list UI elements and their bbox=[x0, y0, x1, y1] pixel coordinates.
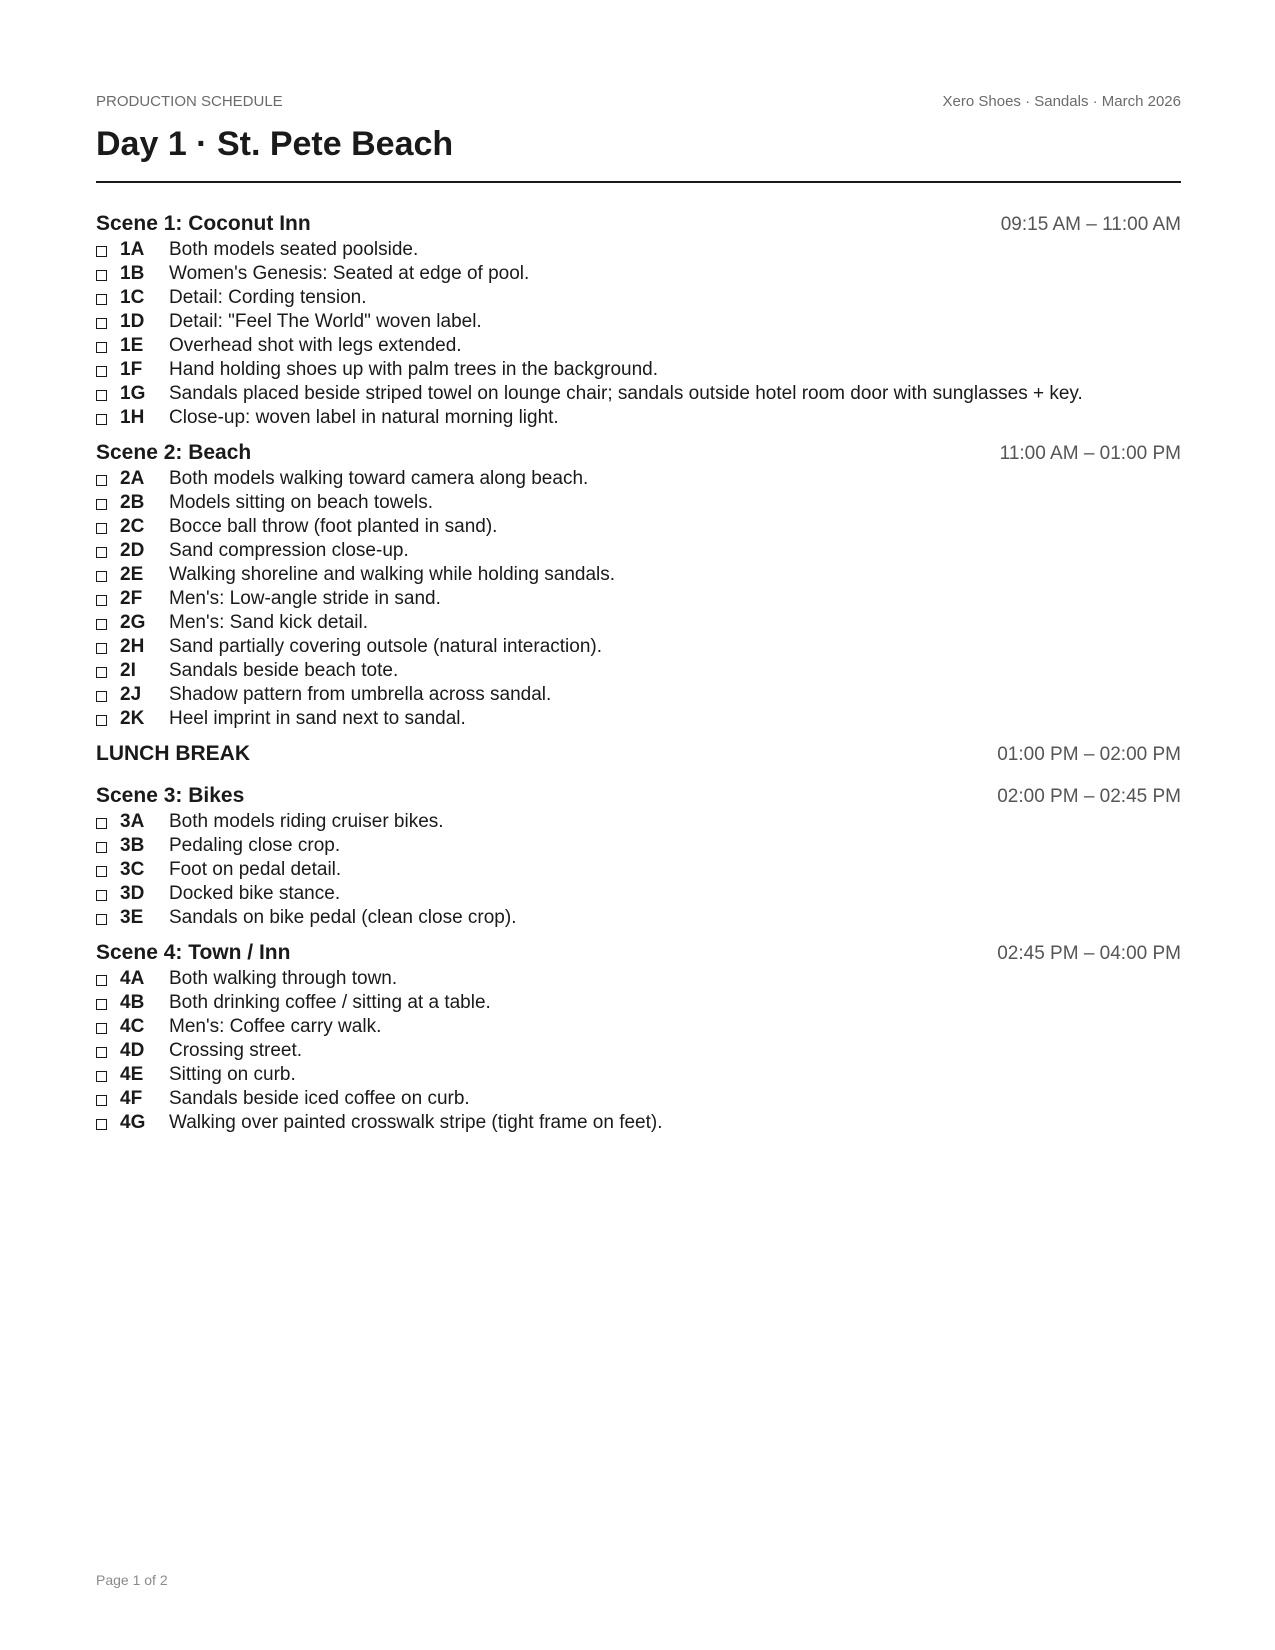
scene-1 bbox=[96, 210, 1181, 430]
shot-item bbox=[96, 238, 1181, 262]
shot-id: 4C bbox=[120, 1016, 145, 1037]
shot-item bbox=[96, 1015, 1181, 1039]
shot-id: 3B bbox=[120, 835, 145, 856]
shot-item bbox=[96, 635, 1181, 659]
shot-checkbox[interactable] bbox=[96, 523, 107, 534]
scene-time: 11:00 AM – 01:00 PM bbox=[999, 443, 1181, 464]
shot-checkbox[interactable] bbox=[96, 366, 107, 377]
shot-id: 4B bbox=[120, 992, 145, 1013]
shot-id: 2J bbox=[120, 684, 142, 705]
shot-description: Bocce ball throw (foot planted in sand). bbox=[169, 516, 498, 537]
break-title: LUNCH BREAK bbox=[96, 742, 250, 765]
shot-description: Sitting on curb. bbox=[169, 1064, 296, 1085]
document-label: PRODUCTION SCHEDULE bbox=[96, 93, 283, 110]
shot-item bbox=[96, 683, 1181, 707]
shot-id: 2H bbox=[120, 636, 145, 657]
shot-description: Walking over painted crosswalk stripe (tight frame on feet). bbox=[169, 1112, 663, 1133]
shot-checkbox[interactable] bbox=[96, 499, 107, 510]
shot-checkbox[interactable] bbox=[96, 691, 107, 702]
shot-checkbox[interactable] bbox=[96, 914, 107, 925]
shot-item bbox=[96, 1111, 1181, 1135]
shot-description: Sandals beside iced coffee on curb. bbox=[169, 1088, 470, 1109]
shot-item bbox=[96, 539, 1181, 563]
shot-id: 1B bbox=[120, 263, 145, 284]
shot-id: 4G bbox=[120, 1112, 146, 1133]
scene-3 bbox=[96, 782, 1181, 930]
shot-description: Both models walking toward camera along beach. bbox=[169, 468, 589, 489]
shot-id: 1E bbox=[120, 335, 144, 356]
shot-item bbox=[96, 991, 1181, 1015]
shot-id: 4D bbox=[120, 1040, 145, 1061]
page-number: Page 1 of 2 bbox=[96, 1572, 168, 1588]
scene-time: 09:15 AM – 11:00 AM bbox=[1000, 214, 1181, 235]
shot-id: 2F bbox=[120, 588, 143, 609]
shot-checkbox[interactable] bbox=[96, 1071, 107, 1082]
scene-title: Scene 2: Beach bbox=[96, 441, 252, 464]
shot-description: Shadow pattern from umbrella across sandal. bbox=[169, 684, 552, 705]
shot-description: Pedaling close crop. bbox=[169, 835, 341, 856]
shot-description: Both walking through town. bbox=[169, 968, 398, 989]
shot-description: Sandals beside beach tote. bbox=[169, 660, 399, 681]
shot-checkbox[interactable] bbox=[96, 1119, 107, 1130]
shot-description: Docked bike stance. bbox=[169, 883, 341, 904]
shot-checkbox[interactable] bbox=[96, 270, 107, 281]
shot-id: 2C bbox=[120, 516, 145, 537]
shot-description: Men's: Low-angle stride in sand. bbox=[169, 588, 441, 609]
shot-checkbox[interactable] bbox=[96, 246, 107, 257]
shot-id: 1F bbox=[120, 359, 143, 380]
shot-item bbox=[96, 882, 1181, 906]
shot-item bbox=[96, 334, 1181, 358]
shot-description: Both models seated poolside. bbox=[169, 239, 419, 260]
shot-item bbox=[96, 587, 1181, 611]
page-header bbox=[96, 93, 1181, 110]
shot-item bbox=[96, 382, 1181, 406]
shot-id: 1D bbox=[120, 311, 145, 332]
shot-checkbox[interactable] bbox=[96, 818, 107, 829]
shot-checkbox[interactable] bbox=[96, 414, 107, 425]
shot-id: 4E bbox=[120, 1064, 144, 1085]
shot-description: Men's: Coffee carry walk. bbox=[169, 1016, 382, 1037]
shot-description: Foot on pedal detail. bbox=[169, 859, 342, 880]
title-divider bbox=[96, 181, 1181, 183]
shot-id: 2E bbox=[120, 564, 144, 585]
shot-description: Models sitting on beach towels. bbox=[169, 492, 434, 513]
shot-item bbox=[96, 491, 1181, 515]
shot-checkbox[interactable] bbox=[96, 667, 107, 678]
shot-id: 1G bbox=[120, 383, 146, 404]
shot-id: 3D bbox=[120, 883, 145, 904]
shot-id: 2B bbox=[120, 492, 145, 513]
shot-id: 2I bbox=[120, 660, 136, 681]
shot-description: Detail: Cording tension. bbox=[169, 287, 367, 308]
shot-checkbox[interactable] bbox=[96, 294, 107, 305]
scene-header bbox=[96, 439, 1181, 467]
shot-item bbox=[96, 967, 1181, 991]
break-time: 01:00 PM – 02:00 PM bbox=[997, 744, 1181, 765]
shot-id: 1H bbox=[120, 407, 145, 428]
page-title: Day 1 · St. Pete Beach bbox=[96, 125, 454, 163]
shot-item bbox=[96, 834, 1181, 858]
scene-title: Scene 4: Town / Inn bbox=[96, 941, 291, 964]
shot-id: 4F bbox=[120, 1088, 143, 1109]
scene-time: 02:45 PM – 04:00 PM bbox=[997, 943, 1181, 964]
shot-checkbox[interactable] bbox=[96, 643, 107, 654]
shot-item bbox=[96, 286, 1181, 310]
scene-2 bbox=[96, 439, 1181, 731]
shot-checkbox[interactable] bbox=[96, 547, 107, 558]
shot-description: Both models riding cruiser bikes. bbox=[169, 811, 444, 832]
shot-checkbox[interactable] bbox=[96, 1023, 107, 1034]
shot-id: 2G bbox=[120, 612, 146, 633]
shot-checkbox[interactable] bbox=[96, 842, 107, 853]
shot-item bbox=[96, 467, 1181, 491]
schedule-content bbox=[96, 210, 1181, 1144]
shot-checkbox[interactable] bbox=[96, 890, 107, 901]
scene-time: 02:00 PM – 02:45 PM bbox=[997, 786, 1181, 807]
shot-checkbox[interactable] bbox=[96, 975, 107, 986]
shot-description: Both drinking coffee / sitting at a table. bbox=[169, 992, 491, 1013]
shot-item bbox=[96, 906, 1181, 930]
shot-checkbox[interactable] bbox=[96, 1095, 107, 1106]
shot-id: 2A bbox=[120, 468, 145, 489]
shot-id: 2K bbox=[120, 708, 145, 729]
document-meta: Xero Shoes · Sandals · March 2026 bbox=[942, 93, 1181, 110]
shot-id: 1C bbox=[120, 287, 145, 308]
shot-item bbox=[96, 406, 1181, 430]
shot-item bbox=[96, 810, 1181, 834]
shot-description: Hand holding shoes up with palm trees in the background. bbox=[169, 359, 659, 380]
shot-item bbox=[96, 310, 1181, 334]
scene-title: Scene 1: Coconut Inn bbox=[96, 212, 311, 235]
lunch-break bbox=[96, 740, 1181, 768]
shot-item bbox=[96, 707, 1181, 731]
shot-description: Sandals on bike pedal (clean close crop). bbox=[169, 907, 517, 928]
shot-checkbox[interactable] bbox=[96, 571, 107, 582]
scene-4 bbox=[96, 939, 1181, 1135]
shot-id: 3A bbox=[120, 811, 145, 832]
shot-description: Sandals placed beside striped towel on lounge chair; sandals outside hotel room door with sunglasses + key. bbox=[169, 383, 1083, 404]
shot-checkbox[interactable] bbox=[96, 1047, 107, 1058]
scene-title: Scene 3: Bikes bbox=[96, 784, 245, 807]
scene-header bbox=[96, 210, 1181, 238]
shot-id: 4A bbox=[120, 968, 145, 989]
shot-item bbox=[96, 358, 1181, 382]
shot-checkbox[interactable] bbox=[96, 390, 107, 401]
shot-item bbox=[96, 611, 1181, 635]
shot-item bbox=[96, 1063, 1181, 1087]
shot-checkbox[interactable] bbox=[96, 342, 107, 353]
shot-id: 3C bbox=[120, 859, 145, 880]
shot-description: Heel imprint in sand next to sandal. bbox=[169, 708, 466, 729]
shot-checkbox[interactable] bbox=[96, 999, 107, 1010]
shot-item bbox=[96, 563, 1181, 587]
shot-description: Men's: Sand kick detail. bbox=[169, 612, 368, 633]
shot-description: Sand compression close-up. bbox=[169, 540, 409, 561]
shot-id: 2D bbox=[120, 540, 145, 561]
shot-item bbox=[96, 262, 1181, 286]
shot-description: Sand partially covering outsole (natural interaction). bbox=[169, 636, 603, 657]
shot-description: Close-up: woven label in natural morning light. bbox=[169, 407, 559, 428]
shot-item bbox=[96, 659, 1181, 683]
shot-description: Women's Genesis: Seated at edge of pool. bbox=[169, 263, 530, 284]
shot-item bbox=[96, 1087, 1181, 1111]
shot-checkbox[interactable] bbox=[96, 318, 107, 329]
shot-item bbox=[96, 858, 1181, 882]
shot-description: Walking shoreline and walking while holding sandals. bbox=[169, 564, 616, 585]
document-page bbox=[96, 0, 1181, 1650]
shot-description: Crossing street. bbox=[169, 1040, 303, 1061]
shot-checkbox[interactable] bbox=[96, 715, 107, 726]
shot-checkbox[interactable] bbox=[96, 595, 107, 606]
shot-id: 3E bbox=[120, 907, 144, 928]
shot-item bbox=[96, 515, 1181, 539]
shot-description: Overhead shot with legs extended. bbox=[169, 335, 462, 356]
shot-item bbox=[96, 1039, 1181, 1063]
scene-header bbox=[96, 782, 1181, 810]
shot-checkbox[interactable] bbox=[96, 619, 107, 630]
shot-id: 1A bbox=[120, 239, 145, 260]
shot-checkbox[interactable] bbox=[96, 866, 107, 877]
shot-checkbox[interactable] bbox=[96, 475, 107, 486]
shot-description: Detail: "Feel The World" woven label. bbox=[169, 311, 482, 332]
scene-header bbox=[96, 939, 1181, 967]
